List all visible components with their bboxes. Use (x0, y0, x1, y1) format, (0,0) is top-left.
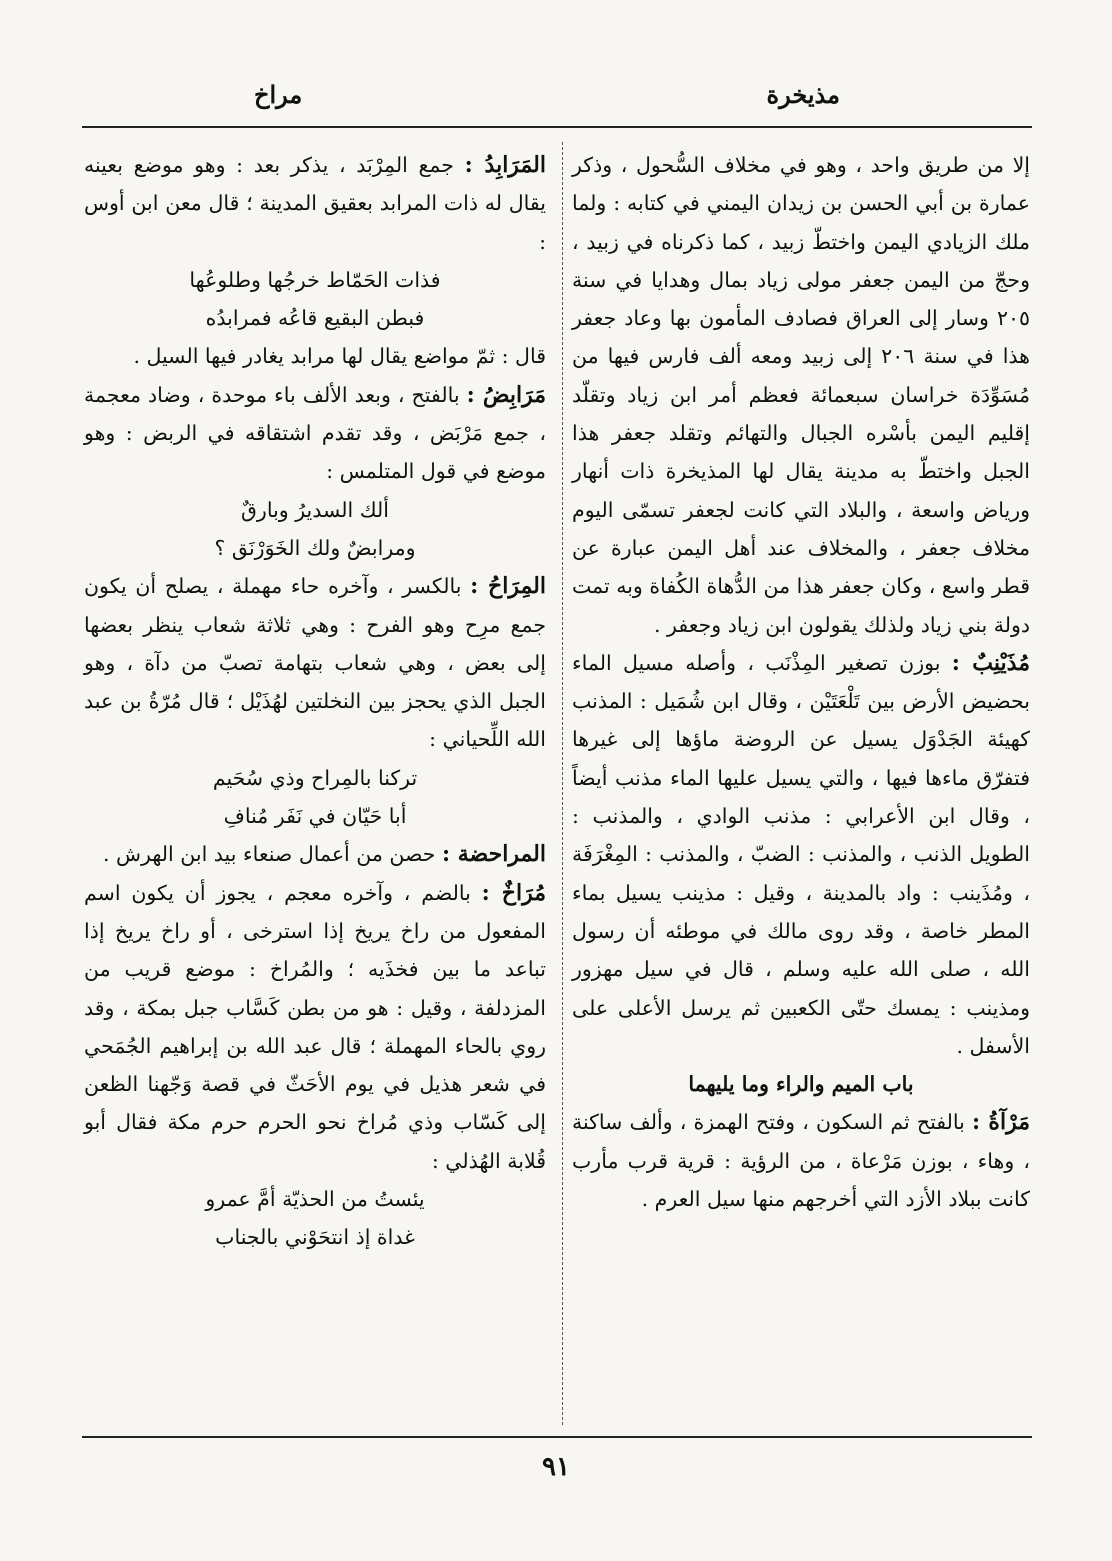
headword: مُرَاخٌ : (481, 879, 546, 906)
verse-line: ألك السديرُ وبارقٌ (241, 497, 389, 522)
entry-text: بالضم ، وآخره معجم ، يجوز أن يكون اسم المفعول من راخ يريخ إذا استرخى ، أو راخ يريخ إذا تباعد ما بين فخذَيه ؛ والمُراخ : موضع قريب من المزدلفة ، وقيل : هو من بطن كَسَّاب جبل بمكة ، وقد روي بالحاء المهملة ؛ قال عبد الله بن إبراهيم الجُمَحي في شعر هذيل في يوم الأحَثّ في قصة وَجّهنا الظعن إلى كَسّاب وذي مُراخ نحو الحرم حرم مكة فقال أبو قُلابة الهُذلي : (84, 880, 546, 1173)
running-header-left: مراخ (254, 80, 303, 109)
header-rule (82, 126, 1032, 128)
headword: مَرْآةُ : (972, 1109, 1030, 1136)
entry-text: بالفتح ثم السكون ، وفتح الهمزة ، وألف ساكنة ، وهاء ، بوزن مَرْعاة ، من الرؤية : قرية قرب مأرب كانت ببلاد الأزد التي أخرجهم منها سيل العرم . (572, 1110, 1030, 1212)
entry-marahida (84, 835, 546, 873)
headword: مَرَابِضُ : (466, 381, 546, 408)
headword: المِرَاحُ : (470, 573, 546, 600)
verse-line: يئستُ من الحذيّة أمَّ عمرو (205, 1187, 425, 1212)
headword: مُذَيْنِبٌ : (951, 649, 1030, 676)
verse-line: غداة إذ انتحَوْني بالجناب (215, 1225, 415, 1250)
entry-text: بالفتح ، وبعد الألف باء موحدة ، وضاد معجمة ، جمع مَرْبَض ، وقد تقدم اشتقاقه في الربض : وهو موضع في قول المتلمس : (84, 382, 546, 484)
entry-mudhaynib (572, 644, 1030, 1065)
right-column (572, 146, 1030, 1218)
entry-text: بالكسر ، وآخره حاء مهملة ، يصلح أن يكون جمع مرِح وهو الفرح : وهي ثلاثة شعاب ينظر بعضها إلى بعض ، وهي شعاب بتهامة تصبّ من دآة ، وهو الجبل الذي يحجز بين النخلتين لهُذَيْل ؛ قال مُرّةُ بن عبد الله اللِّحياني : (84, 574, 546, 752)
running-header-right: مذيخرة (766, 80, 840, 109)
headword: المراحضة : (441, 841, 546, 868)
entry-text: حصن من أعمال صنعاء بيد ابن الهرش . (102, 842, 442, 867)
entry-marah (572, 1103, 1030, 1218)
entry-marabid (84, 146, 546, 261)
footer-rule (82, 1436, 1032, 1438)
verse-line: فذات الحَمّاط خرجُها وطلوعُها (189, 267, 441, 292)
entry-murakh (84, 874, 546, 1180)
section-title: باب الميم والراء وما يليهما (688, 1072, 914, 1097)
continued-paragraph: إلا من طريق واحد ، وهو في مخلاف السُّحول ، وذكر عمارة بن أبي الحسن بن زيدان اليمني في كتابه : ولما ملك الزيادي اليمن واختطّ زبيد ، كما ذكرناه في زبيد ، وحجّ من اليمن جعفر مولى زياد بمال وهدايا في سنة ٢٠٥ وسار إلى العراق فصادف المأمون بها وعاد جعفر هذا في سنة ٢٠٦ إلى زبيد ومعه ألف فارس فيها من مُسَوِّدَة خراسان سبعمائة فعظم أمر ابن زياد وتقلّد إقليم اليمن بأسْره الجبال والتهائم وتقلد جعفر هذا الجبل واختطّ به مدينة يقال لها المذيخرة ذات أنهار ورياض واسعة ، والبلاد التي كانت لجعفر تسمّى اليوم مخلاف جعفر ، والمخلاف عند أهل اليمن عبارة عن قطر واسع ، وكان جعفر هذا من الدُّهاة الكُفاة وبه تمت دولة بني زياد ولذلك يقولون ابن زياد وجعفر . (572, 153, 1030, 637)
entry-text: بوزن تصغير المِذْنَب ، وأصله مسيل الماء بحضيض الأرض بين تَلْعَتَيْن ، وقال ابن شُمَيل : المذنب كهيئة الجَدْوَل يسيل عن الروضة ماؤها إلى غيرها فتفرّق ماءها فيها ، والتي يسيل عليها الماء مذنب أيضاً ، وقال ابن الأعرابي : مذنب الوادي ، والمذنب : الطويل الذنب ، والمذنب : الضبّ ، والمذنب : المِغْرَفَة ، ومُذَينب : واد بالمدينة ، وقيل : مذينب يسيل بماء المطر خاصة ، وقد روى مالك في موطئه أن رسول الله ، صلى الله عليه وسلم ، قال في سيل مهزور ومذينب : يمسك حتّى الكعبين ثم يرسل الأعلى على الأسفل . (572, 650, 1030, 1058)
entry-marabid-2 (84, 376, 546, 491)
entry-text: جمع المِرْبَد ، يذكر بعد : وهو موضع بعينه يقال له ذات المرابد بعقيق المدينة ؛ قال معن ابن أوس : (84, 153, 546, 254)
verse-line: تركنا بالمِراح وذي سُحَيم (212, 765, 418, 790)
left-column (84, 146, 546, 1257)
verse-line: أبا حَيّان في نَفَر مُنافِ (223, 804, 407, 829)
entry-mirah (84, 567, 546, 758)
column-divider (562, 142, 563, 1425)
verse-line: فبطن البقيع قاعُه فمرابدُه (205, 306, 425, 331)
verse-line: ومرابضٌ ولك الخَوَرْنَق ؟ (214, 535, 416, 560)
entry-text: قال : ثمّ مواضع يقال لها مرابد يغادر فيها السيل . (133, 344, 546, 369)
page-number: ٩١ (542, 1452, 570, 1482)
headword: المَرَابِدُ : (464, 152, 546, 178)
